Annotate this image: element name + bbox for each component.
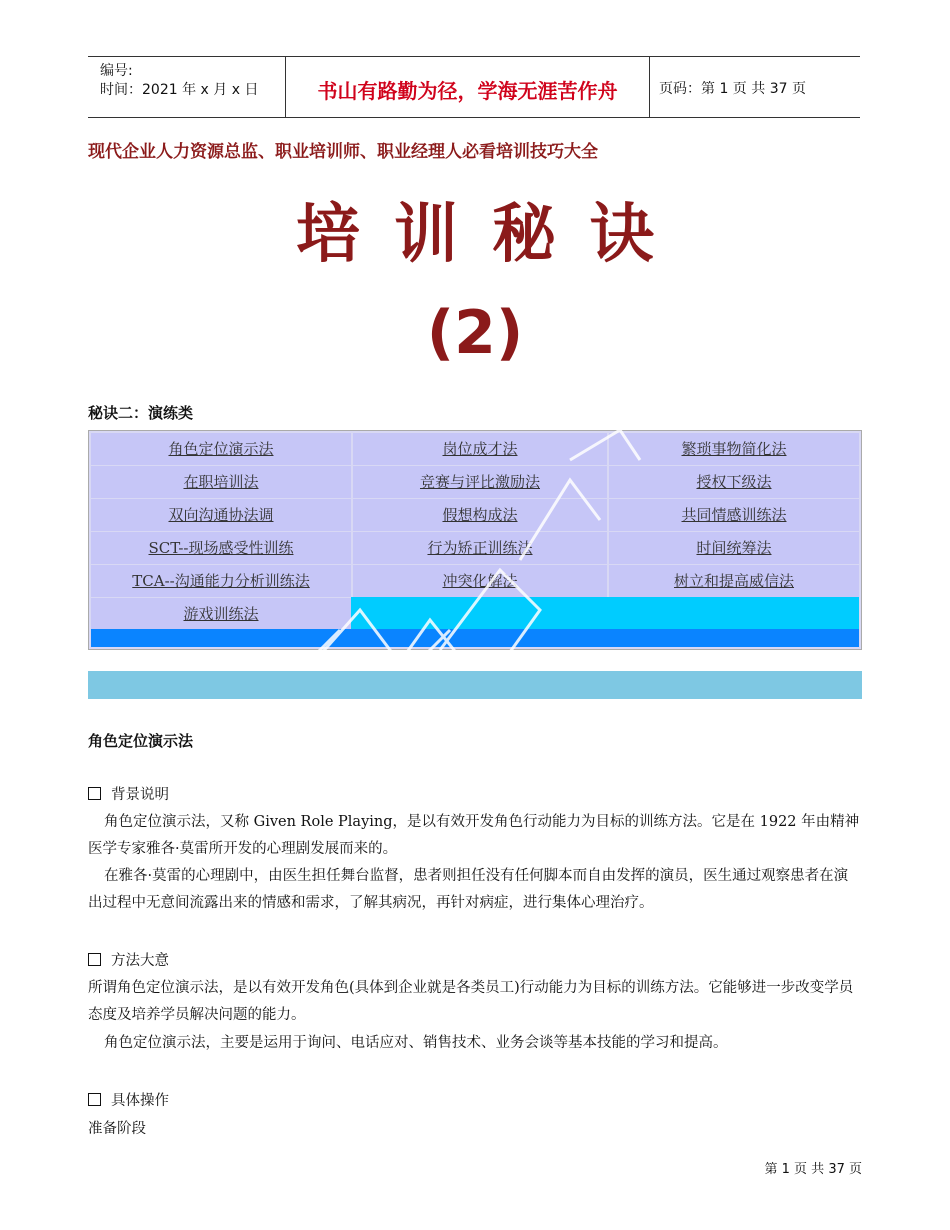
part-number: (2) [426, 298, 524, 368]
section-title: 背景说明 [111, 787, 169, 803]
toc-link[interactable]: 岗位成才法 [353, 433, 607, 465]
header-motto-cell [285, 57, 650, 117]
section-label: 秘诀二：演练类 [88, 404, 194, 422]
motto-text: 书山有路勤为径，学海无涯苦作舟 [317, 79, 618, 103]
header-table [88, 56, 860, 118]
document-subtitle: 现代企业人力资源总监、职业培训师、职业经理人必看培训技巧大全 [88, 142, 598, 162]
toc-link[interactable]: 时间统筹法 [609, 532, 859, 564]
toc-link[interactable]: 繁琐事物简化法 [609, 433, 859, 465]
toc-link[interactable]: 假想构成法 [353, 499, 607, 531]
toc-link[interactable]: TCA--沟通能力分析训练法 [91, 565, 351, 597]
toc-link[interactable]: 游戏训练法 [91, 598, 351, 630]
toc-row [91, 499, 859, 531]
paragraph: 在雅各·莫雷的心理剧中，由医生担任舞台监督，患者则担任没有任何脚本而自由发挥的演员，医生通过观察患者在演出过程中无意间流露出来的情感和需求，了解其病况，再针对病症，进行集体心理治疗。 [88, 868, 849, 911]
toc-link[interactable]: 树立和提高威信法 [609, 565, 859, 597]
checkbox-icon [88, 953, 101, 966]
section-title-operation [88, 1088, 862, 1115]
page-info: 页码：第 1 页 共 37 页 [659, 81, 806, 97]
time-label: 时间：2021 年 x 月 x 日 [100, 82, 259, 98]
toc-link[interactable]: 授权下级法 [609, 466, 859, 498]
toc-link[interactable]: 冲突化解法 [353, 565, 607, 597]
section-title-background [88, 782, 862, 809]
paragraph: 所谓角色定位演示法，是以有效开发角色(具体到企业就是各类员工)行动能力为目标的训练方法。它能够进一步改变学员态度及培养学员解决问题的能力。 [88, 980, 854, 1023]
toc-link[interactable]: 在职培训法 [91, 466, 351, 498]
content-heading: 角色定位演示法 [88, 732, 194, 750]
checkbox-icon [88, 787, 101, 800]
section-title-method [88, 948, 862, 975]
toc-link[interactable]: SCT--现场感受性训练 [91, 532, 351, 564]
section-title: 具体操作 [111, 1093, 169, 1109]
toc-row [91, 466, 859, 498]
toc-link[interactable]: 共同情感训练法 [609, 499, 859, 531]
toc-row [91, 532, 859, 564]
checkbox-icon [88, 1093, 101, 1106]
toc-row [91, 433, 859, 465]
page-footer: 第 1 页 共 37 页 [764, 1162, 862, 1177]
toc-link[interactable]: 角色定位演示法 [91, 433, 351, 465]
number-label: 编号: [100, 63, 133, 79]
section-title: 方法大意 [111, 953, 169, 969]
toc-row [91, 565, 859, 597]
toc-link[interactable]: 行为矫正训练法 [353, 532, 607, 564]
toc-link[interactable]: 竞赛与评比激励法 [353, 466, 607, 498]
toc-table [88, 430, 862, 650]
toc-bottom-bar [91, 629, 859, 647]
header-meta-cell [88, 57, 285, 117]
paragraph: 角色定位演示法，主要是运用于询问、电话应对、销售技术、业务会谈等基本技能的学习和提高。 [104, 1035, 728, 1051]
divider-bar [88, 671, 862, 699]
toc-link[interactable]: 双向沟通协法调 [91, 499, 351, 531]
paragraph: 准备阶段 [88, 1121, 146, 1137]
main-title: 培训秘诀 [296, 198, 688, 272]
toc-filler-block [351, 597, 859, 629]
header-page-cell [649, 57, 860, 117]
paragraph: 角色定位演示法，又称 Given Role Playing，是以有效开发角色行动能力为目标的训练方法。它是在 1922 年由精神医学专家雅各·莫雷所开发的心理剧发展而来的。 [88, 814, 860, 857]
